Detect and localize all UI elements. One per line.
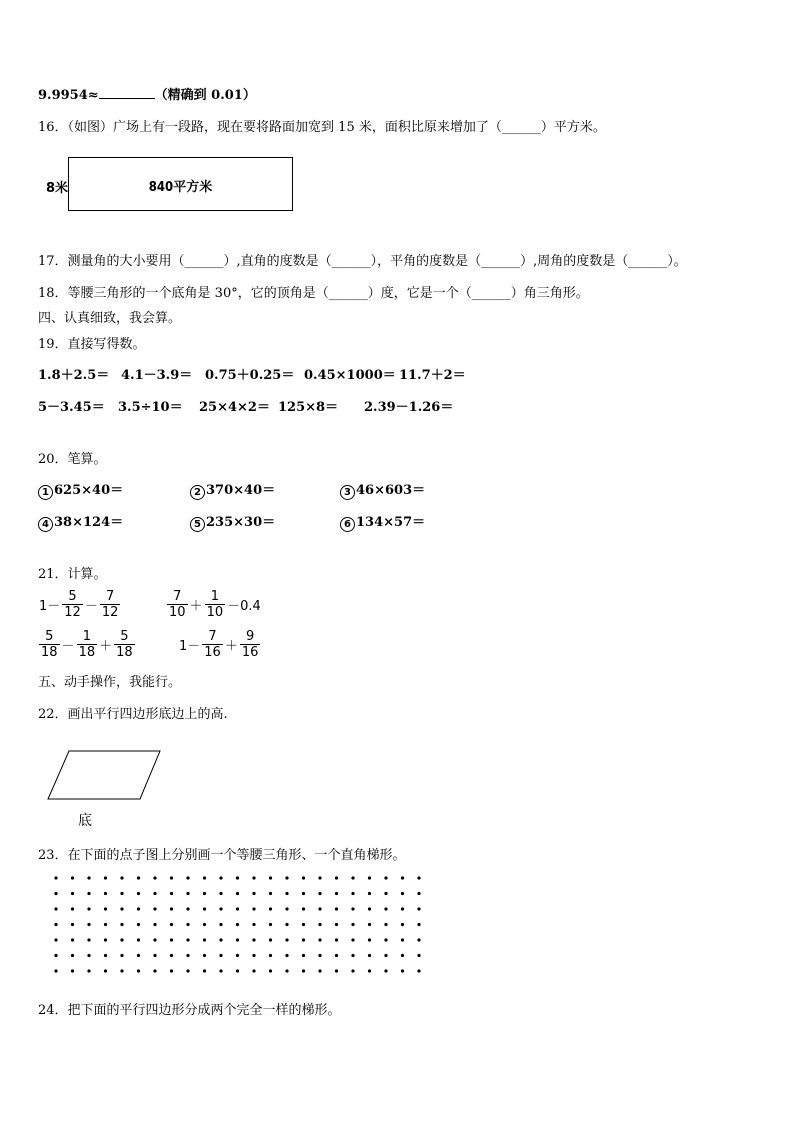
grid-dot[interactable] — [87, 969, 90, 972]
grid-dot[interactable] — [120, 892, 123, 895]
grid-dot[interactable] — [236, 876, 239, 879]
grid-dot[interactable] — [104, 876, 107, 879]
q16-area-label: 840平方米 — [148, 180, 213, 195]
circled-number: 6 — [340, 517, 355, 532]
grid-dot[interactable] — [302, 954, 305, 957]
grid-dot[interactable] — [351, 969, 354, 972]
q20-expr: 625×40＝ — [54, 483, 124, 498]
grid-dot[interactable] — [351, 876, 354, 879]
grid-dot[interactable] — [120, 954, 123, 957]
q15-blank[interactable] — [99, 86, 155, 99]
grid-dot[interactable] — [401, 938, 404, 941]
grid-dot[interactable] — [236, 923, 239, 926]
grid-dot[interactable] — [137, 923, 140, 926]
grid-dot[interactable] — [335, 892, 338, 895]
grid-dot[interactable] — [186, 969, 189, 972]
grid-dot[interactable] — [219, 876, 222, 879]
q19-row1-item: 0.45×1000＝ — [304, 368, 396, 383]
grid-dot[interactable] — [384, 938, 387, 941]
grid-dot[interactable] — [71, 938, 74, 941]
grid-dot[interactable] — [368, 876, 371, 879]
grid-dot[interactable] — [417, 923, 420, 926]
q20-item — [340, 479, 425, 500]
grid-dot[interactable] — [153, 892, 156, 895]
grid-dot[interactable] — [302, 938, 305, 941]
grid-dot[interactable] — [302, 923, 305, 926]
grid-dot[interactable] — [401, 954, 404, 957]
grid-dot[interactable] — [368, 907, 371, 910]
grid-dot[interactable] — [351, 892, 354, 895]
grid-dot[interactable] — [219, 969, 222, 972]
grid-dot[interactable] — [384, 876, 387, 879]
grid-dot[interactable] — [104, 969, 107, 972]
grid-dot[interactable] — [87, 892, 90, 895]
grid-dot[interactable] — [269, 923, 272, 926]
fraction: $\frac{5}{18}$ — [116, 629, 133, 660]
grid-dot[interactable] — [318, 954, 321, 957]
grid-dot[interactable] — [236, 892, 239, 895]
grid-dot[interactable] — [54, 954, 57, 957]
grid-dot[interactable] — [87, 954, 90, 957]
grid-dot[interactable] — [417, 954, 420, 957]
grid-dot[interactable] — [219, 954, 222, 957]
fraction: $\frac{7}{12}$ — [101, 589, 119, 620]
q20-expr: 38×124＝ — [54, 515, 124, 530]
q21-expression-2 — [166, 589, 262, 620]
section4-heading: 四、认真细致，我会算。 — [38, 311, 182, 326]
grid-dot[interactable] — [219, 907, 222, 910]
grid-dot[interactable] — [203, 969, 206, 972]
grid-dot[interactable] — [203, 892, 206, 895]
grid-dot[interactable] — [87, 938, 90, 941]
grid-dot[interactable] — [186, 876, 189, 879]
grid-dot[interactable] — [137, 907, 140, 910]
grid-dot[interactable] — [120, 923, 123, 926]
grid-dot[interactable] — [186, 907, 189, 910]
q21-expression-1 — [38, 589, 121, 620]
grid-dot[interactable] — [285, 969, 288, 972]
grid-dot[interactable] — [417, 907, 420, 910]
q22-question: 22．画出平行四边形底边上的高. — [38, 707, 228, 722]
grid-dot[interactable] — [302, 969, 305, 972]
grid-dot[interactable] — [269, 954, 272, 957]
q20-item — [38, 479, 123, 500]
q19-row2-item: 5－3.45＝ — [38, 400, 105, 415]
grid-dot[interactable] — [120, 969, 123, 972]
grid-dot[interactable] — [219, 938, 222, 941]
grid-dot[interactable] — [170, 907, 173, 910]
grid-dot[interactable] — [302, 876, 305, 879]
grid-dot[interactable] — [318, 892, 321, 895]
expr-lead: 1－ — [179, 639, 201, 654]
grid-dot[interactable] — [384, 923, 387, 926]
grid-dot[interactable] — [401, 876, 404, 879]
q20-question: 20．笔算。 — [38, 452, 107, 467]
circled-number: 1 — [38, 485, 53, 500]
grid-dot[interactable] — [318, 923, 321, 926]
circled-number: 4 — [38, 517, 53, 532]
grid-dot[interactable] — [54, 907, 57, 910]
q16-road-rectangle — [68, 157, 293, 211]
grid-dot[interactable] — [87, 876, 90, 879]
grid-dot[interactable] — [252, 938, 255, 941]
grid-dot[interactable] — [318, 876, 321, 879]
grid-dot[interactable] — [137, 969, 140, 972]
q19-row2-item: 125×8＝ — [278, 400, 339, 415]
grid-dot[interactable] — [335, 969, 338, 972]
grid-dot[interactable] — [417, 876, 420, 879]
q16-question: 16．（如图）广场上有一段路，现在要将路面加宽到 15 米，面积比原来增加了（______）平方米。 — [38, 120, 606, 135]
grid-dot[interactable] — [401, 907, 404, 910]
q19-row1-item: 0.75＋0.25＝ — [205, 368, 295, 383]
grid-dot[interactable] — [54, 876, 57, 879]
circled-number: 3 — [340, 485, 355, 500]
q20-expr: 370×40＝ — [206, 483, 276, 498]
q15-text: 9.9954≈ — [38, 88, 99, 103]
grid-dot[interactable] — [318, 938, 321, 941]
grid-dot[interactable] — [236, 969, 239, 972]
grid-dot[interactable] — [335, 907, 338, 910]
grid-dot[interactable] — [153, 938, 156, 941]
q24-question: 24．把下面的平行四边形分成两个完全一样的梯形。 — [38, 1003, 341, 1018]
grid-dot[interactable] — [335, 954, 338, 957]
grid-dot[interactable] — [104, 938, 107, 941]
grid-dot[interactable] — [170, 954, 173, 957]
grid-dot[interactable] — [335, 876, 338, 879]
expr-lead: 1－ — [39, 599, 61, 614]
grid-dot[interactable] — [384, 907, 387, 910]
q20-item — [190, 479, 275, 500]
grid-dot[interactable] — [384, 969, 387, 972]
grid-dot[interactable] — [285, 938, 288, 941]
operator: ＋ — [99, 639, 113, 654]
grid-dot[interactable] — [170, 938, 173, 941]
q19-row2-item: 3.5÷10＝ — [118, 400, 183, 415]
grid-dot[interactable] — [170, 876, 173, 879]
grid-dot[interactable] — [203, 938, 206, 941]
grid-dot[interactable] — [137, 892, 140, 895]
grid-dot[interactable] — [186, 954, 189, 957]
q23-dot-grid[interactable] — [50, 872, 435, 982]
q20-item — [340, 511, 425, 532]
grid-dot[interactable] — [71, 923, 74, 926]
q21-expression-3 — [38, 629, 136, 660]
grid-dot[interactable] — [137, 938, 140, 941]
grid-dot[interactable] — [335, 923, 338, 926]
grid-dot[interactable] — [368, 954, 371, 957]
grid-dot[interactable] — [368, 969, 371, 972]
grid-dot[interactable] — [153, 954, 156, 957]
grid-dot[interactable] — [302, 907, 305, 910]
q19-question: 19．直接写得数。 — [38, 337, 146, 352]
grid-dot[interactable] — [269, 969, 272, 972]
grid-dot[interactable] — [335, 938, 338, 941]
grid-dot[interactable] — [236, 954, 239, 957]
grid-dot[interactable] — [87, 907, 90, 910]
grid-dot[interactable] — [384, 892, 387, 895]
fraction: $\frac{5}{18}$ — [41, 629, 58, 660]
grid-dot[interactable] — [104, 923, 107, 926]
q20-expr: 235×30＝ — [206, 515, 276, 530]
operator: － — [84, 599, 98, 614]
grid-dot[interactable] — [54, 938, 57, 941]
grid-dot[interactable] — [71, 954, 74, 957]
grid-dot[interactable] — [71, 907, 74, 910]
grid-dot[interactable] — [252, 954, 255, 957]
q21-expression-4 — [178, 629, 261, 660]
fraction: $\frac{7}{10}$ — [169, 589, 186, 620]
grid-dot[interactable] — [269, 892, 272, 895]
grid-dot[interactable] — [203, 907, 206, 910]
grid-dot[interactable] — [186, 938, 189, 941]
q17-question: 17．测量角的大小要用（______）,直角的度数是（______），平角的度数是（______）,周角的度数是（______）。 — [38, 254, 687, 269]
grid-dot[interactable] — [351, 907, 354, 910]
grid-dot[interactable] — [302, 892, 305, 895]
grid-dot[interactable] — [170, 892, 173, 895]
grid-dot[interactable] — [87, 923, 90, 926]
q22-base-label: 底 — [78, 813, 92, 829]
q15-line — [38, 84, 256, 103]
fraction: $\frac{1}{10}$ — [206, 589, 224, 620]
q19-row1-item: 11.7＋2＝ — [399, 368, 466, 383]
grid-dot[interactable] — [120, 938, 123, 941]
grid-dot[interactable] — [285, 876, 288, 879]
grid-dot[interactable] — [170, 923, 173, 926]
grid-dot[interactable] — [153, 969, 156, 972]
grid-dot[interactable] — [186, 892, 189, 895]
grid-dot[interactable] — [252, 923, 255, 926]
grid-dot[interactable] — [351, 954, 354, 957]
grid-dot[interactable] — [252, 969, 255, 972]
grid-dot[interactable] — [186, 923, 189, 926]
grid-dot[interactable] — [120, 907, 123, 910]
operator: ＋ — [224, 639, 238, 654]
fraction: $\frac{5}{12}$ — [64, 589, 81, 620]
grid-dot[interactable] — [269, 907, 272, 910]
grid-dot[interactable] — [252, 892, 255, 895]
grid-dot[interactable] — [318, 907, 321, 910]
grid-dot[interactable] — [318, 969, 321, 972]
q20-expr: 46×603＝ — [356, 483, 426, 498]
q20-item — [190, 511, 275, 532]
grid-dot[interactable] — [285, 907, 288, 910]
grid-dot[interactable] — [368, 923, 371, 926]
grid-dot[interactable] — [401, 969, 404, 972]
grid-dot[interactable] — [236, 938, 239, 941]
grid-dot[interactable] — [236, 907, 239, 910]
circled-number: 5 — [190, 517, 205, 532]
operator: ＋ — [189, 599, 203, 614]
q18-question: 18．等腰三角形的一个底角是 30°，它的顶角是（______）度，它是一个（______）角三角形。 — [38, 286, 589, 301]
grid-dot[interactable] — [269, 876, 272, 879]
fraction: $\frac{7}{16}$ — [204, 629, 221, 660]
grid-dot[interactable] — [219, 923, 222, 926]
circled-number: 2 — [190, 485, 205, 500]
grid-dot[interactable] — [252, 876, 255, 879]
operator: － — [61, 639, 75, 654]
grid-dot[interactable] — [252, 907, 255, 910]
grid-dot[interactable] — [203, 876, 206, 879]
q19-row1-item: 4.1－3.9＝ — [121, 368, 193, 383]
grid-dot[interactable] — [401, 923, 404, 926]
grid-dot[interactable] — [203, 954, 206, 957]
q20-item — [38, 511, 123, 532]
grid-dot[interactable] — [401, 892, 404, 895]
q23-question: 23．在下面的点子图上分别画一个等腰三角形、一个直角梯形。 — [38, 848, 406, 863]
grid-dot[interactable] — [417, 938, 420, 941]
grid-dot[interactable] — [417, 969, 420, 972]
q22-parallelogram — [44, 748, 166, 804]
grid-dot[interactable] — [203, 923, 206, 926]
q20-expr: 134×57＝ — [356, 515, 426, 530]
grid-dot[interactable] — [104, 892, 107, 895]
grid-dot[interactable] — [285, 954, 288, 957]
grid-dot[interactable] — [54, 923, 57, 926]
section5-heading: 五、动手操作，我能行。 — [38, 675, 182, 690]
grid-dot[interactable] — [54, 969, 57, 972]
grid-dot[interactable] — [54, 892, 57, 895]
q19-row1-item: 1.8＋2.5＝ — [38, 368, 110, 383]
grid-dot[interactable] — [269, 938, 272, 941]
grid-dot[interactable] — [137, 876, 140, 879]
grid-dot[interactable] — [153, 907, 156, 910]
fraction: $\frac{1}{18}$ — [78, 629, 96, 660]
q19-row2-item: 2.39－1.26＝ — [364, 400, 454, 415]
grid-dot[interactable] — [137, 954, 140, 957]
grid-dot[interactable] — [285, 892, 288, 895]
grid-dot[interactable] — [104, 954, 107, 957]
q21-question: 21．计算。 — [38, 567, 107, 582]
parallelogram-shape — [48, 751, 160, 799]
grid-dot[interactable] — [104, 907, 107, 910]
grid-dot[interactable] — [351, 938, 354, 941]
grid-dot[interactable] — [170, 969, 173, 972]
grid-dot[interactable] — [71, 892, 74, 895]
grid-dot[interactable] — [219, 892, 222, 895]
q16-side-label: 8米 — [46, 181, 69, 196]
grid-dot[interactable] — [71, 876, 74, 879]
grid-dot[interactable] — [153, 923, 156, 926]
grid-dot[interactable] — [285, 923, 288, 926]
grid-dot[interactable] — [351, 923, 354, 926]
grid-dot[interactable] — [71, 969, 74, 972]
grid-dot[interactable] — [368, 938, 371, 941]
q19-row2-item: 25×4×2＝ — [199, 400, 270, 415]
q15-suffix: （精确到 0.01） — [154, 88, 256, 103]
grid-dot[interactable] — [384, 954, 387, 957]
grid-dot[interactable] — [120, 876, 123, 879]
fraction: $\frac{9}{16}$ — [241, 629, 259, 660]
grid-dot[interactable] — [153, 876, 156, 879]
grid-dot[interactable] — [417, 892, 420, 895]
expr-tail: －0.4 — [227, 599, 261, 614]
grid-dot[interactable] — [368, 892, 371, 895]
